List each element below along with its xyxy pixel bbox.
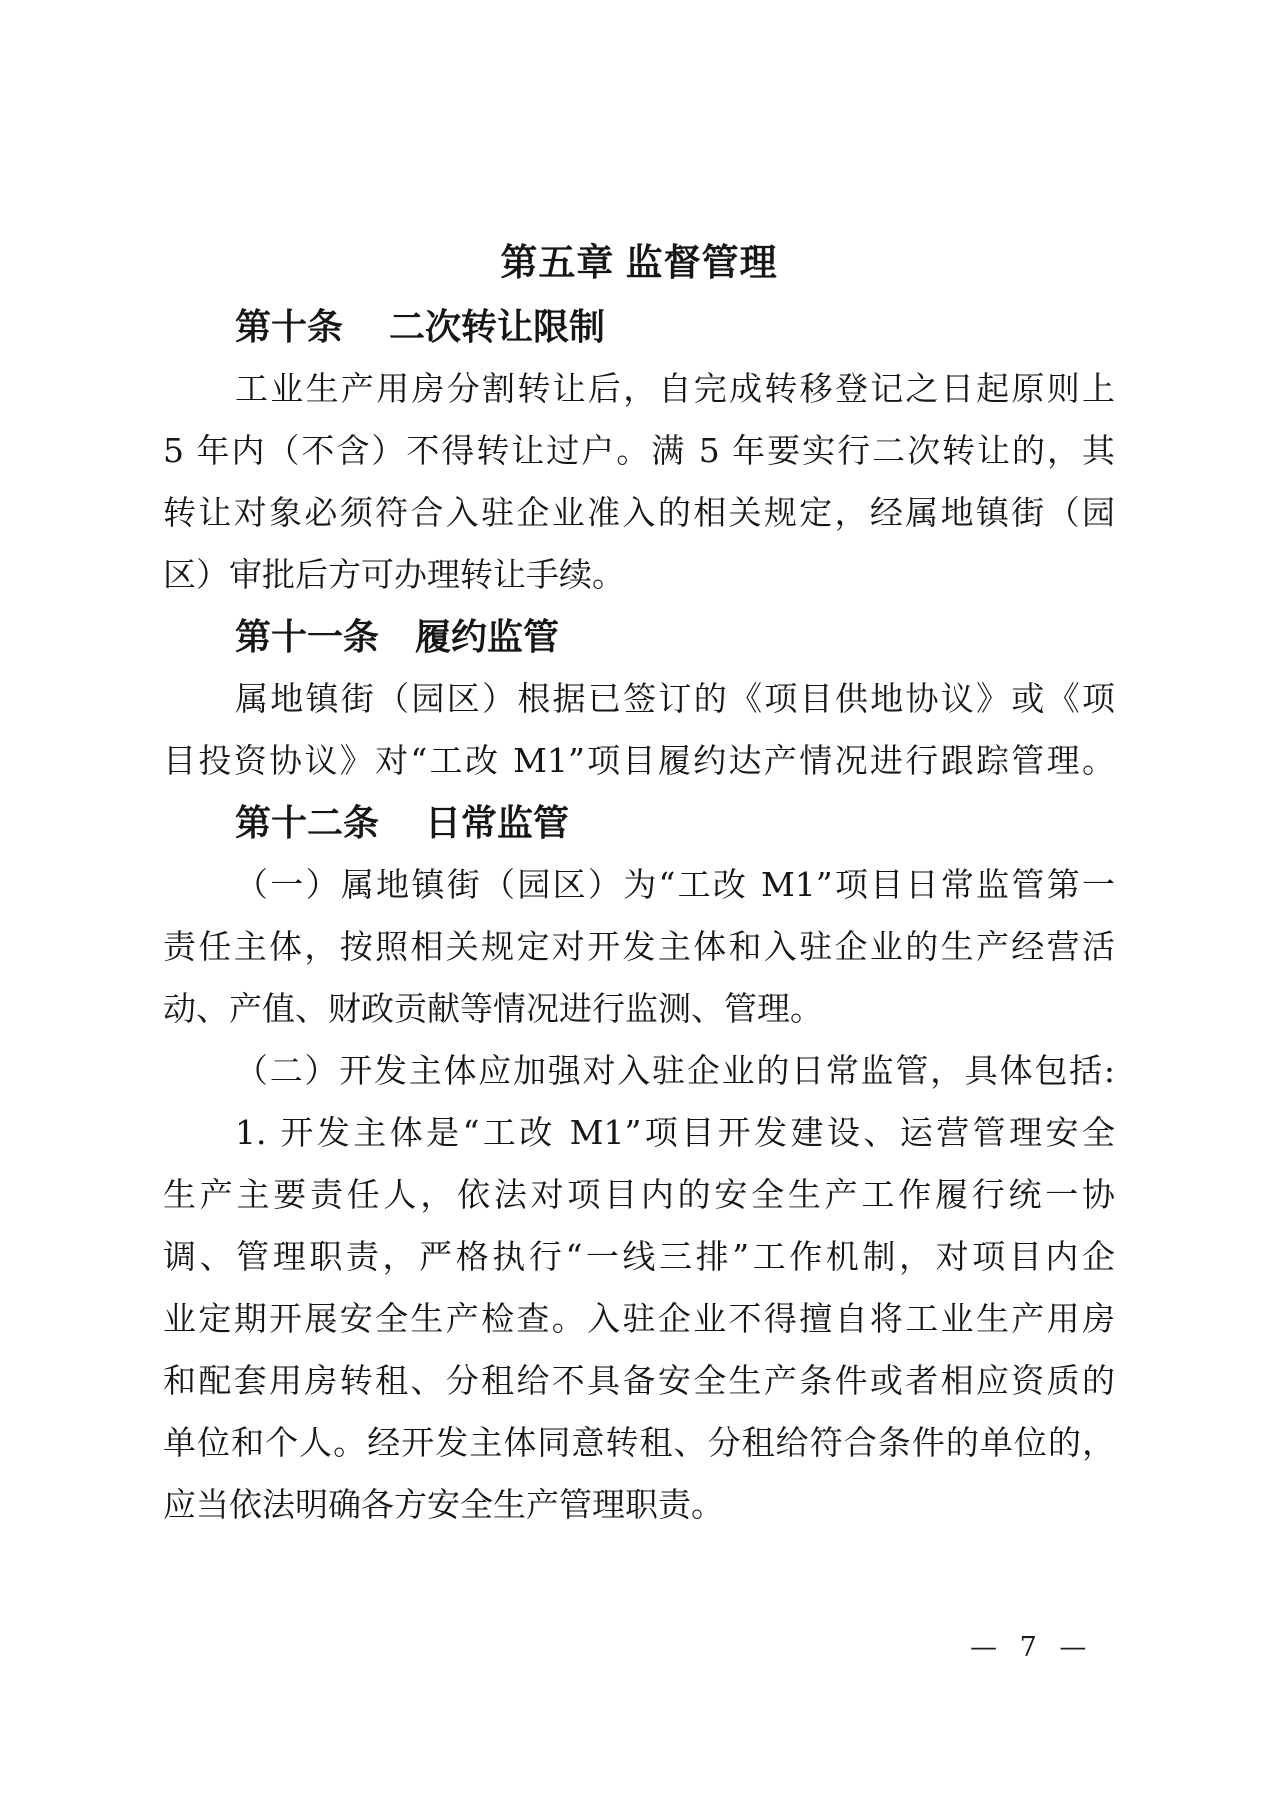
text-line: 和配套用房转租、分租给不具备安全生产条件或者相应资质的 bbox=[163, 1361, 1115, 1400]
text-line: 1. 开发主体是“工改 M1”项目开发建设、运营管理安全 bbox=[235, 1113, 1115, 1152]
text-line: 动、产值、财政贡献等情况进行监测、管理。 bbox=[163, 989, 823, 1028]
text-line: 生产主要责任人，依法对项目内的安全生产工作履行统一协 bbox=[163, 1175, 1115, 1214]
article-10-heading: 第十条 二次转让限制 bbox=[235, 306, 606, 347]
text-line: 工业生产用房分割转让后，自完成转移登记之日起原则上 bbox=[235, 369, 1115, 408]
text-line: 区）审批后方可办理转让手续。 bbox=[163, 555, 625, 594]
document-content bbox=[163, 230, 1115, 1536]
text-line: 业定期开展安全生产检查。入驻企业不得擅自将工业生产用房 bbox=[163, 1299, 1115, 1338]
text-line: 转让对象必须符合入驻企业准入的相关规定，经属地镇街（园 bbox=[163, 493, 1115, 532]
article-11-heading: 第十一条 履约监管 bbox=[235, 616, 560, 657]
text-line: 目投资协议》对“工改 M1”项目履约达产情况进行跟踪管理。 bbox=[163, 741, 1115, 780]
text-line: 5 年内（不含）不得转让过户。满 5 年要实行二次转让的，其 bbox=[163, 431, 1115, 470]
text-line: （二）开发主体应加强对入驻企业的日常监管，具体包括: bbox=[235, 1051, 1115, 1090]
text-line: 责任主体，按照相关规定对开发主体和入驻企业的生产经营活 bbox=[163, 927, 1115, 966]
page-number: — 7 — bbox=[970, 1632, 1094, 1663]
text-line: 单位和个人。经开发主体同意转租、分租给符合条件的单位的， bbox=[163, 1423, 1115, 1462]
text-line: （一）属地镇街（园区）为“工改 M1”项目日常监管第一 bbox=[235, 865, 1115, 904]
text-line: 属地镇街（园区）根据已签订的《项目供地协议》或《项 bbox=[235, 679, 1115, 718]
chapter-title: 第五章 监督管理 bbox=[500, 242, 778, 283]
text-line: 调、管理职责，严格执行“一线三排”工作机制，对项目内企 bbox=[163, 1237, 1115, 1276]
text-line: 应当依法明确各方安全生产管理职责。 bbox=[163, 1485, 724, 1524]
article-12-heading: 第十二条 日常监管 bbox=[235, 802, 570, 843]
